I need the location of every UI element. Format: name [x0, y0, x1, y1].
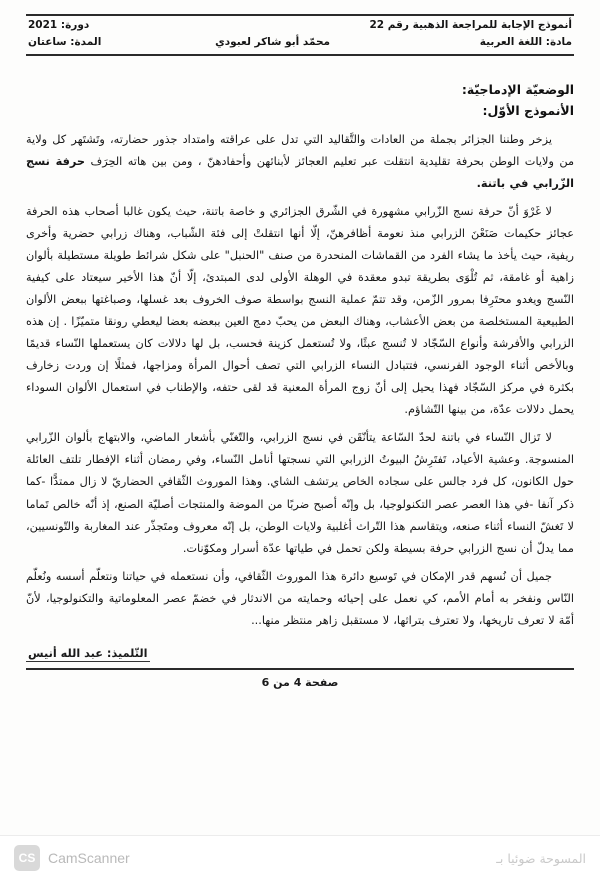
- header-spacer-top: [201, 16, 343, 33]
- camscanner-brand-text: CamScanner: [48, 850, 130, 866]
- paragraph-3: لا تَزال النّساء في باتنة لحدّ السّاعة يتأنّقَن في نسج الزرابي، والتّغنّي بأشعار الماضي، والابتهاج بألوان الزّرابي المنسوجة. وعشية الأعياد، تَفتَرِشُ البيوتُ الزرابي التي نسجتها أنامل النّساء، وفي رمضان أثناء الإفطار تلتف العائلة حول الكانون، كل فرد جالس على سجاده الخاص يرتشف الشاي. وهذا الموروث الثّقافي الحضاريّ لا زال ممتدًّا -كما ذكر آنفا -في هذا العصر عصر التكنولوجيا، بل وإنّه أصبح ضربًا من الموضة والمنتجات أصليّة الصنع، إذ أنّه خالص تَماما لا تَغشّ النساء أثناء صنعه، ويتقاسم هذا التّراث أغلبية ولايات الوطن، بل إنّه معروف ومتَجذّر عند المغاربة والتّونسيين، مما يدلّ أن نسج الزرابي حرفة بسيطة ولكن تحمل في طياتها عدّة أسرار ومكوّنات.: [26, 431, 574, 555]
- header-row-top: [26, 16, 574, 33]
- header-bottom-rule: [26, 54, 574, 56]
- paragraph-2: لا غَرْوَ أنّ حرفة نسج الزّرابي مشهورة في الشّرق الجزائري و خاصة باتنة، حيث يكون غالبا أصحاب هذه الحرفة عجائز حكيمات صَنَعْنَ الزرابي منذ نعومة أظافرهنّ، إلّا أنها انتقلتْ إلى فئة الشّباب، وهناك زرابي حضرية وأخرى ريفية، حيث يأخذ ما يشاء الفرد من القماشات المنحدرة من صنف "الحنبل" على شكل شرائط طويلة مستطيلة بألوان زاهية أو غامقة، ثم تُلْوَى بطريقة تبدو معقدة في الوهلة الأولى لدى المبتدئ، إلّا أنّ هذا الأخير سيعتاد على كيفية النّسج ويغدو محتَرِفا بمرور الزّمن، وقد تتمّ عملية النسج بواسطة صوف الخروف بعد غسلها، وصباغتها ببعض الألوان الطبيعية المستخلصة من بعض الأعشاب، وهناك البعض من يحبّ دمج العين ببعضه بعضا ليعطي رونقا متميّزًا . إن هذه الزرابي والأفرشة وأنواع السّجّاد لا تُنسج عبثًا، ولا تُستعمل كزينة فحسب، بل لها دلالات كان يستعملها النّساء قديمًا وبالأخص أثناء الوجود الفرنسي، فتتبادل النساء الزرابي التي تصف أحوال المرأة ومزاجها، فمثلًا إن وردت زخارف بكثرة في مركز السّجّاد فهذا يحيل إلى أنّ زوج المرأة المعنية قد لقى حتفه، والإطناب في استعمال الألوان السوداء يحمل دلالات عدّة، من بينها التّشاؤم.: [26, 205, 574, 417]
- integration-situation-title: الوضعيّة الإدماجيّة:: [461, 82, 574, 97]
- duration-label: المدة: ساعتان: [28, 36, 102, 48]
- section-titles: [26, 80, 574, 121]
- camscanner-arabic-note: المسوحة ضوئيا بـ: [496, 850, 586, 866]
- exam-title: أنموذج الإجابة للمراجعة الذهبية رقم 22: [369, 19, 572, 31]
- camscanner-watermark-bar: [0, 835, 600, 880]
- document-header: [0, 14, 600, 56]
- teacher-name: محمّد أبو شاكر لعبودي: [215, 36, 331, 48]
- first-model-title: الأنموذج الأوّل:: [482, 102, 574, 118]
- paragraph-1: [26, 129, 574, 195]
- paragraph-1-text: يزخر وطننا الجزائر بجملة من العادات والتَّقاليد التي تدل على عراقته وامتداد جذور حضارته، وتَشتَهر كل ولاية من ولايات الوطن بحرفة تقليدية انتقلت عبر تعليم العجائز لأبنائهن وأحفادهنّ ، ومن بين هاته الحِرَف: [26, 133, 574, 169]
- header-row-bottom: [26, 33, 574, 50]
- subject-label: مادة: اللغة العربية: [479, 36, 572, 48]
- footer-rule: [26, 668, 574, 670]
- paragraph-1-emphasis: حرفة نسج الزّرابي في باتنة.: [26, 155, 574, 191]
- page-number: صفحة 4 من 6: [261, 675, 339, 689]
- paragraph-4: جميل أن نُسهم قدر الإمكان في تَوسيع دائرة هذا الموروث الثّقافي، وأن نستعمله في حياتنا ونتعلّم أسسه ونُعلّم النّاس ونفخر به أمام الأمم، كي نعمل على إحيائه وحمايته من الاندثار في خضمّ عصر المعلوماتية والتكنولوجيا، لأنّ أمّة لا تعرف تاريخها، ولا تعترف بتراثها، لا مستقبل زاهر منتظر منها...: [26, 569, 574, 627]
- document-body: [26, 129, 574, 631]
- camscanner-logo-icon: CS: [14, 845, 40, 871]
- student-signature: [26, 642, 574, 662]
- header-info-table: [26, 16, 574, 50]
- session-year: دورة: 2021: [28, 19, 90, 31]
- student-signature-label: التّلميذ: عبد الله أنيس: [28, 646, 148, 660]
